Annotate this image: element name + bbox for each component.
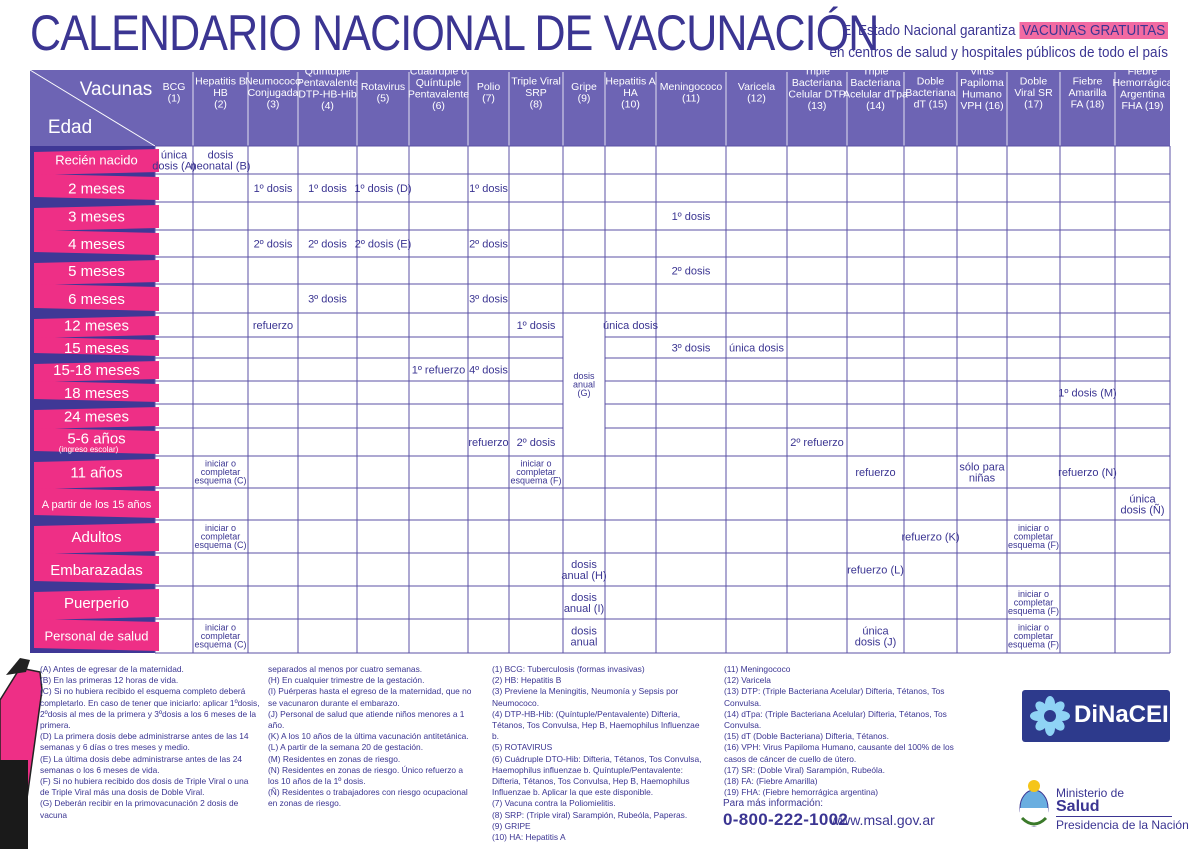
legend-item: (12) Varicela <box>724 675 771 686</box>
legend-item: (19) FHA: (Fiebre hemorrágica argentina) <box>724 787 879 798</box>
cell-text: 2º dosis <box>671 265 711 278</box>
legend-item: (11) Meningococo <box>724 664 791 674</box>
cell-text: iniciar o <box>1017 523 1050 534</box>
cell-text: iniciar o <box>1017 589 1050 600</box>
row-label: 4 meses <box>68 235 125 253</box>
column-header: Rotavirus <box>360 81 406 93</box>
column-header: (7) <box>482 92 495 105</box>
cell-text: 1º dosis <box>469 182 508 195</box>
cell-text: esquema (C) <box>194 639 247 650</box>
legend-item: (D) La primera dosis debe administrarse antes de las 14 semanas y 6 días o tres meses y medio. <box>40 731 249 753</box>
column-header: Pentavalente <box>296 77 359 89</box>
cell-text: completar <box>1013 631 1054 642</box>
legend-item: (H) En cualquier trimestre de la gestación. <box>268 675 425 686</box>
cell-text: dosis (Ñ) <box>1120 504 1165 517</box>
column-header: Gripe <box>571 81 597 93</box>
ministerio-line2: Salud <box>1056 798 1100 815</box>
cell-text: esquema (C) <box>194 475 247 486</box>
column-header: Triple <box>804 65 830 78</box>
cell-text: esquema (F) <box>510 475 562 486</box>
legend-item: (18) FA: (Fiebre Amarilla) <box>724 776 818 787</box>
tagline-highlight: VACUNAS GRATUITAS <box>1019 22 1168 39</box>
cell-text: dosis <box>571 558 597 571</box>
column-header: Hemorrágica <box>1112 77 1173 89</box>
column-header: FA (18) <box>1070 98 1105 111</box>
row-label: 6 meses <box>68 290 125 308</box>
cell-text: 1º dosis (D) <box>354 182 412 195</box>
column-header: Doble <box>1019 75 1048 88</box>
merged-cell-text: (G) <box>577 388 591 399</box>
legend-item: (E) La última dosis debe administrarse antes de las 24 semanas o los 6 meses de vida. <box>40 753 243 775</box>
row-label: 15 meses <box>63 339 130 357</box>
cell-text: 1º refuerzo <box>411 364 466 377</box>
legend-item: (17) SR: (Doble Viral) Sarampión, Rubeóla. <box>724 764 885 775</box>
ministerio-line3: Presidencia de la Nación <box>1056 818 1189 832</box>
column-header: Acelular dTpa <box>843 88 908 101</box>
legend-item: (6) Cuádruple DTO-Hib: Difteria, Tétanos, Tos Convulsa, Haemophilus influenzae b. Quíntuple/Pentavalente: Difteria, Tétanos, Tos Convulsa, Hep B, Haemophilus Influenzae b. Aplicar la que este disponible. <box>492 753 702 798</box>
legend-item: (B) En las primeras 12 horas de vida. <box>40 675 179 686</box>
column-header: Conjugada <box>247 86 299 99</box>
column-header: Cuádruple o <box>409 65 468 78</box>
legend-item: (G) Deberán recibir en la primovacunación 2 dosis de vacuna <box>40 798 239 820</box>
legend-col-2 <box>268 664 473 810</box>
cell-text: refuerzo <box>468 436 509 449</box>
legend-item: (N) Residentes en zonas de riesgo. Único refuerzo a los 10 años de la 1º dosis. <box>268 764 464 787</box>
legend-item: (10) HA: Hepatitis A <box>492 832 566 843</box>
column-header: Triple <box>862 65 889 78</box>
page-title: CALENDARIO NACIONAL DE VACUNACIÓN <box>30 5 879 61</box>
column-header: Papiloma <box>960 77 1004 89</box>
legend-item: (C) Si no hubiera recibido el esquema completo deberá completarlo. En caso de tener que iniciarlo: aplicar 1ºdosis, 2ºdosis al mes de la primera y 3ºdosis a los 6 meses de la primera. <box>40 686 260 731</box>
dinacei-text: DiNaCEI <box>1074 701 1169 728</box>
legend-item: separados al menos por cuatro semanas. <box>268 664 423 674</box>
legend-item: (L) A partir de la semana 20 de gestación. <box>268 742 424 753</box>
tagline-text: El Estado Nacional garantiza <box>842 22 1016 39</box>
column-header: DTP-HB-Hib <box>298 88 357 101</box>
column-header: Polio <box>476 81 501 93</box>
cell-text: 1º dosis <box>308 182 347 195</box>
cell-text: completar <box>200 531 241 542</box>
cell-text: sólo para <box>959 461 1005 474</box>
row-label: Embarazadas <box>50 561 143 579</box>
column-header: Fiebre <box>1072 75 1103 88</box>
legend-item: (16) VPH: Virus Papiloma Humano, causante del 100% de los casos de cáncer de cuello de útero. <box>724 742 954 764</box>
row-label: 24 meses <box>63 408 130 426</box>
column-header: HA <box>623 86 638 99</box>
cell-text: dosis <box>207 149 234 162</box>
row-label: A partir de los 15 años <box>41 498 152 511</box>
column-header: Hepatitis B <box>195 75 246 88</box>
legend-col-3 <box>492 664 702 843</box>
cell-text: completar <box>1013 531 1054 542</box>
column-header: Quíntuple <box>304 65 351 78</box>
column-header: Doble <box>916 75 945 88</box>
legend-item: (K) A los 10 años de la última vacunación antitetánica. <box>268 731 469 742</box>
cell-text: completar <box>1013 597 1054 608</box>
cell-text: única dosis <box>602 319 659 332</box>
column-header: Bacteriana <box>905 86 956 99</box>
column-header: (8) <box>529 98 543 111</box>
column-header: (2) <box>214 98 227 111</box>
column-header: (14) <box>866 100 885 112</box>
cell-text: anual <box>570 636 598 649</box>
cell-text: 3º dosis <box>308 293 347 306</box>
legend-item: (13) DTP: (Triple Bacteriana Acelular) Difteria, Tétanos, Tos Convulsa. <box>724 686 945 708</box>
row-label: 5 meses <box>68 262 125 280</box>
coat-of-arms-icon <box>1016 778 1052 834</box>
merged-cell-text: anual <box>572 379 596 390</box>
column-header: Neumococo <box>244 75 302 88</box>
marker-icon <box>0 658 42 849</box>
cell-text: iniciar o <box>204 523 237 534</box>
row-label: 11 años <box>70 464 123 482</box>
row-label: 5-6 años <box>67 430 126 448</box>
cell-text: iniciar o <box>520 458 552 469</box>
legend-item: (15) dT (Doble Bacteriana) Difteria, Tétanos. <box>724 731 889 742</box>
legend-item: (I) Puérperas hasta el egreso de la maternidad, que no se vacunaron durante el embarazo. <box>268 686 472 708</box>
corner-bottom-label: Edad <box>47 117 93 138</box>
legend-item: (3) Previene la Meningitis, Neumonía y Sepsis por Neumococo. <box>492 686 679 708</box>
cell-text: refuerzo (L) <box>847 564 904 577</box>
column-header: Argentina <box>1120 88 1165 101</box>
cell-text: refuerzo <box>855 466 896 479</box>
cell-text: anual (I) <box>563 602 605 615</box>
column-header: Triple Viral <box>511 75 561 88</box>
legend-item: (2) HB: Hepatitis B <box>492 675 562 686</box>
column-header: Bacteriana <box>791 77 843 89</box>
legend-item: (Ñ) Residentes o trabajadores con riesgo ocupacional en zonas de riesgo. <box>268 787 468 809</box>
legend-col-1 <box>40 664 260 821</box>
column-header: Varicela <box>737 81 776 93</box>
merged-cell-text: dosis <box>573 371 595 382</box>
row-label: 15-18 meses <box>53 361 140 379</box>
cell-text: 2º refuerzo <box>790 436 844 449</box>
cell-text: completar <box>200 631 241 642</box>
flower-icon <box>1028 694 1072 738</box>
cell-text: completar <box>200 467 241 478</box>
row-label: Puerperio <box>63 594 130 612</box>
column-header: Bacteriana <box>850 77 901 89</box>
column-header: (9) <box>577 92 591 105</box>
column-header: SRP <box>525 86 547 99</box>
cell-text: refuerzo <box>252 319 294 332</box>
column-header: (10) <box>621 98 640 111</box>
cell-text: 2º dosis (E) <box>354 238 412 251</box>
corner-top-label: Vacunas <box>79 79 153 100</box>
column-header: Hepatitis A <box>605 75 656 88</box>
cell-text: dosis (J) <box>854 636 897 649</box>
legend-item: (8) SRP: (Triple viral) Sarampión, Rubeóla, Paperas. <box>492 809 688 820</box>
cell-text: iniciar o <box>204 458 237 469</box>
info-web[interactable]: www.msal.gov.ar <box>830 812 935 828</box>
legend-item: (1) BCG: Tuberculosis (formas invasivas) <box>492 664 645 674</box>
cell-text: única <box>862 625 889 638</box>
column-header: dT (15) <box>913 98 948 111</box>
tagline-line2: en centros de salud y hospitales públicos de todo el país <box>829 44 1168 61</box>
column-header: (13) <box>807 100 827 112</box>
cell-text: única dosis <box>728 342 785 355</box>
row-label: Recién nacido <box>55 152 138 168</box>
column-header: Meningococo <box>659 81 723 93</box>
row-label: 2 meses <box>68 180 125 198</box>
legend-col-4 <box>724 664 954 798</box>
legend-item: (A) Antes de egresar de la maternidad. <box>40 664 184 674</box>
column-header: Pentavalente <box>407 88 470 101</box>
cell-text: 1º dosis <box>516 319 556 332</box>
cell-text: 1º dosis <box>671 210 711 223</box>
info-label: Para más información: <box>723 798 824 809</box>
column-header: VPH (16) <box>960 100 1004 112</box>
column-header: (3) <box>266 98 280 111</box>
cell-text: esquema (F) <box>1007 540 1060 551</box>
column-header: (4) <box>321 100 334 112</box>
legend-item: (14) dTpa: (Triple Bacteriana Acelular) Difteria, Tétanos, Tos Convulsa. <box>724 708 947 731</box>
cell-text: 3º dosis <box>469 293 508 306</box>
cell-text: refuerzo (N) <box>1058 466 1117 479</box>
cell-text: dosis <box>571 591 597 604</box>
column-header: Celular DTP <box>788 88 846 101</box>
cell-text: dosis (A) <box>152 160 196 173</box>
legend-item: (F) Si no hubiera recibido dos dosis de Triple Viral o una de Triple Viral más una dosis de Doble Viral. <box>40 776 249 798</box>
cell-text: 1º dosis (M) <box>1058 387 1117 400</box>
row-sublabel: (ingreso escolar) <box>58 445 119 454</box>
column-header: Viral SR <box>1014 86 1053 99</box>
cell-text: esquema (F) <box>1007 639 1060 650</box>
cell-text: dosis <box>571 625 597 638</box>
column-header: Amarilla <box>1068 86 1107 99</box>
legend-item: (5) ROTAVIRUS <box>492 742 553 753</box>
cell-text: niñas <box>968 472 996 485</box>
legend-item: (9) GRIPE <box>492 820 531 831</box>
column-header: (5) <box>376 92 390 105</box>
column-header: (17) <box>1024 98 1043 111</box>
column-header: (6) <box>432 100 445 112</box>
cell-text: iniciar o <box>204 622 237 633</box>
column-header: FHA (19) <box>1121 100 1164 112</box>
info-phone[interactable]: 0-800-222-1002 <box>723 810 849 829</box>
row-label: 3 meses <box>68 208 125 226</box>
column-header: (12) <box>747 92 766 105</box>
column-header: (11) <box>682 92 700 105</box>
cell-text: iniciar o <box>1017 622 1050 633</box>
cell-text: 4º dosis <box>469 364 508 377</box>
cell-text: 2º dosis <box>253 238 293 251</box>
cell-text: 3º dosis <box>671 342 711 355</box>
cell-text: única <box>160 149 188 162</box>
legend-item: (7) Vacuna contra la Poliomielitis. <box>492 798 616 809</box>
cell-text: esquema (C) <box>194 540 247 551</box>
cell-text: 2º dosis <box>308 238 347 251</box>
legend-item: (4) DTP-HB-Hib: (Quíntuple/Pentavalente) Difteria, Tétanos, Tos Convulsa, Hep B, Haemophilus Influenzae b. <box>492 708 700 742</box>
grid-bg <box>155 146 1170 653</box>
column-header: Fiebre <box>1127 65 1158 78</box>
row-label: 12 meses <box>63 317 130 335</box>
column-header: Virus <box>970 65 994 78</box>
ministerio-line1: Ministerio de <box>1056 786 1125 800</box>
column-header: Humano <box>962 88 1002 101</box>
dinacei-logo <box>1022 690 1170 742</box>
cell-text: completar <box>516 467 556 478</box>
column-header: HB <box>213 86 228 99</box>
cell-text: única <box>1129 493 1156 506</box>
legend-item: (J) Personal de salud que atiende niños menores a 1 año. <box>268 708 465 731</box>
cell-text: anual (H) <box>561 569 607 582</box>
column-header: Quíntuple <box>415 77 462 89</box>
row-label: Personal de salud <box>44 628 149 644</box>
cell-text: 1º dosis <box>253 182 293 195</box>
row-label: Adultos <box>71 528 122 546</box>
cell-text: 2º dosis <box>516 436 556 449</box>
column-header: BCG <box>162 81 186 93</box>
cell-text: neonatal (B) <box>190 160 251 173</box>
cell-text: esquema (F) <box>1007 606 1060 617</box>
column-header: (1) <box>167 92 181 105</box>
cell-text: refuerzo (K) <box>901 531 960 544</box>
ministerio-divider <box>1056 816 1172 817</box>
row-label: 18 meses <box>63 384 130 402</box>
legend-item: (M) Residentes en zonas de riesgo. <box>268 753 401 764</box>
cell-text: 2º dosis <box>469 238 508 251</box>
